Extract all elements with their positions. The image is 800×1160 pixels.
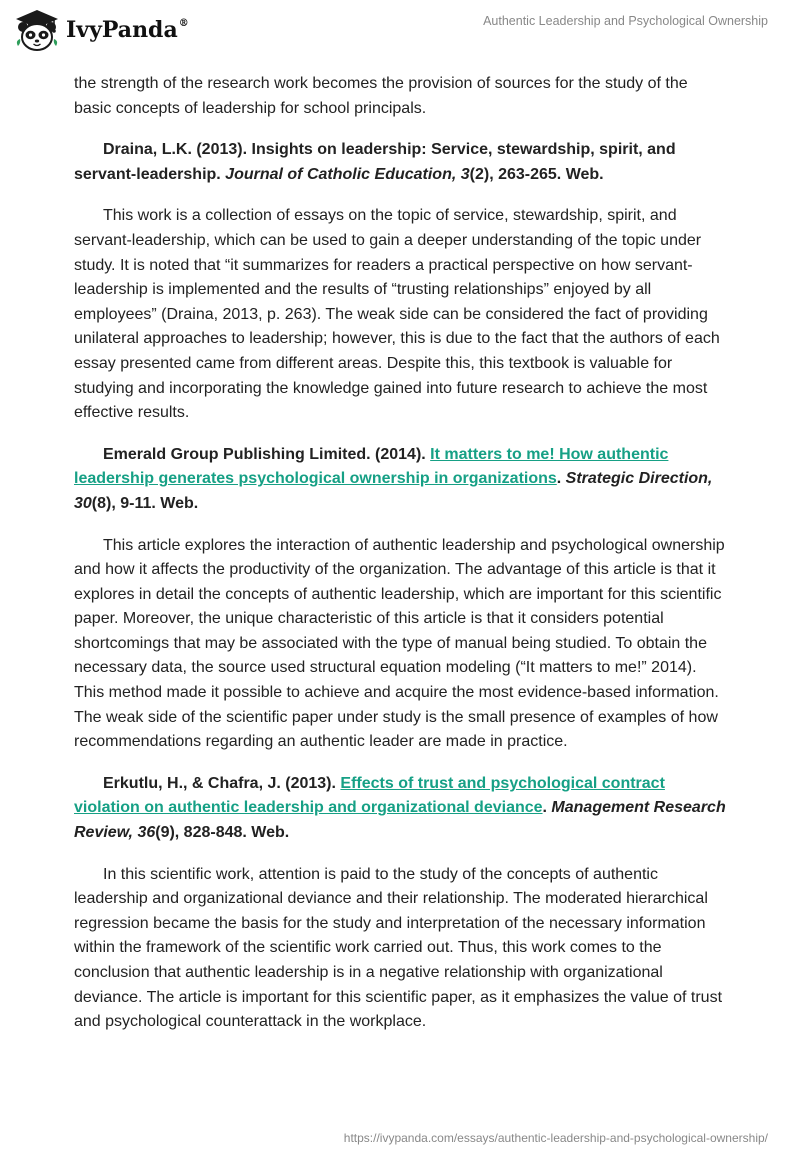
footer-url[interactable]: https://ivypanda.com/essays/authentic-leadership-and-psychological-ownership/ [343, 1131, 768, 1145]
citation-text: Erkutlu, H., & Chafra, J. (2013). [103, 774, 341, 792]
journal-title: Management Research Review, 36 [74, 799, 726, 842]
citation-suffix: (2), 263-265. Web. [469, 165, 604, 183]
citation-punctuation: . [556, 470, 566, 488]
citation-suffix: (8), 9-11. Web. [91, 494, 199, 512]
reference-entry [74, 138, 726, 187]
journal-title: Journal of Catholic Education, 3 [225, 165, 470, 183]
brand-name: IvyPanda® [66, 17, 189, 43]
annotation-paragraph: This work is a collection of essays on the topic of service, stewardship, spirit, and servant-leadership, which can be used to gain a deeper understanding of the topic under study. It is noted that “it summarizes for readers a practical perspective on how servant-leadership is implemented and the results of “trusting relationships” enjoyed by all employees” (Draina, 2013, p. 263). The weak side can be considered the fact of providing unilateral approaches to leadership; however, this is due to the fact that the authors of each essay presented came from different areas. Despite this, this textbook is valuable for studying and incorporating the knowledge gained into future research to achieve the most effective results. [74, 207, 720, 422]
journal-title: Strategic Direction, 30 [74, 470, 713, 512]
citation-punctuation: . [542, 799, 552, 817]
registered-mark: ® [178, 18, 189, 29]
document-title: Authentic Leadership and Psychological Ownership [483, 14, 768, 28]
annotation-paragraph: In this scientific work, attention is paid to the study of the concepts of authentic leadership and organizational deviance and their relationship. The moderated hierarchical regression became the basis for the study and interpretation of the necessary information within the framework of the scientific work carried out. Thus, this work comes to the conclusion that authentic leadership is in a negative relationship with organizational deviance. The article is important for this scientific paper, as it emphasizes the value of trust and psychological counterattack in the workplace. [74, 865, 723, 1031]
citation-suffix: (9), 828-848. Web. [155, 824, 290, 842]
citation-text: Draina, L.K. (2013). Insights on leadership: Service, stewardship, spirit, and servant-leadership. [74, 141, 676, 183]
reference-entry [74, 772, 726, 846]
source-link[interactable]: Effects of trust and psychological contract violation on authentic leadership and organizational deviance [74, 774, 665, 817]
essay-content [74, 72, 726, 1052]
reference-entry [74, 443, 726, 517]
page-header [0, 0, 800, 62]
panda-graduate-icon [14, 8, 60, 52]
brand-logo[interactable] [14, 8, 189, 52]
annotation-paragraph: This article explores the interaction of authentic leadership and psychological ownership and how it affects the productivity of the organization. The advantage of this article is that it explores in detail the concepts of authentic leadership, which are important for this scientific paper. Moreover, the unique characteristic of this article is that it considers potential shortcomings that may be associated with the type of manual being studied. To obtain the necessary data, the source used structural equation modeling (“It matters to me!” 2014). This method made it possible to achieve and acquire the most evidence-based information. The weak side of the scientific paper under study is the small presence of examples of how recommendations regarding an authentic leader are made in practice. [74, 536, 725, 751]
citation-text: Emerald Group Publishing Limited. (2014). [103, 445, 431, 463]
source-link[interactable]: It matters to me! How authentic leadership generates psychological ownership in organizations [74, 445, 669, 488]
intro-continuation: the strength of the research work becomes the provision of sources for the study of the basic concepts of leadership for school principals. [74, 75, 688, 117]
